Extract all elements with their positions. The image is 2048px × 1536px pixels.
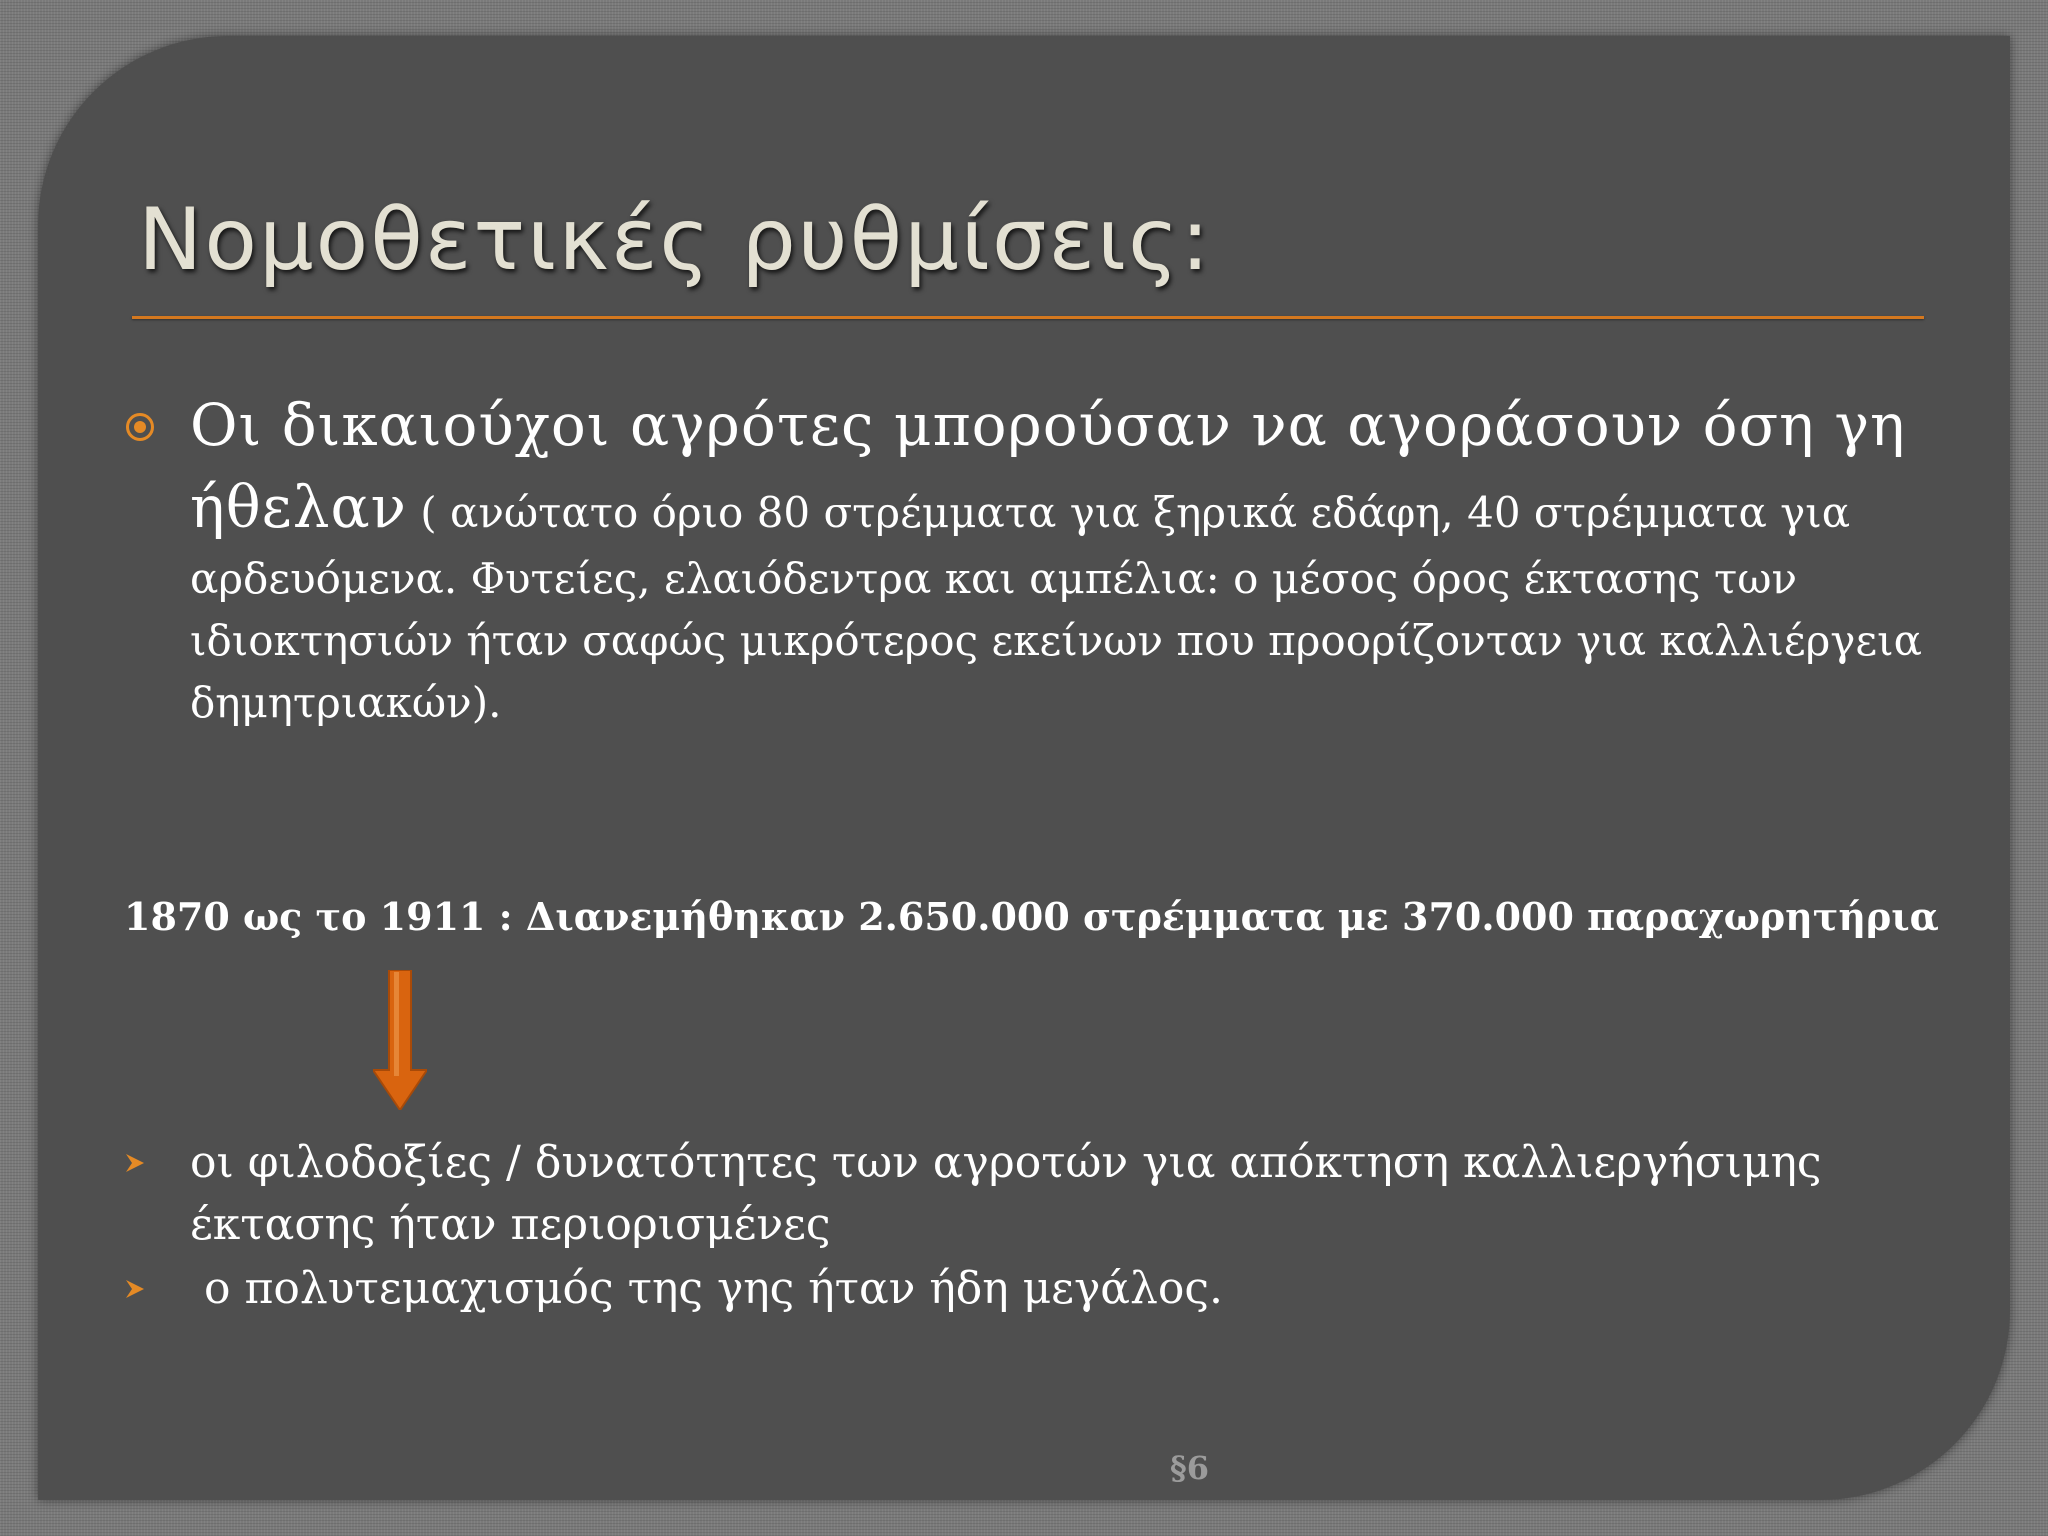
main-bullet-lead: Οι δικαιούχοι αγρότες μπορούσαν να αγοράσουν όση γη ήθελαν (190, 391, 1906, 541)
statistic-line: 1870 ως το 1911 : Διανεμήθηκαν 2.650.000 στρέμματα με 370.000 παραχωρητήρια (124, 894, 1939, 939)
target-circle-icon (126, 413, 154, 441)
main-bullet-text (190, 384, 1930, 734)
title-underline (132, 316, 1924, 319)
arrowhead-right-icon (124, 1152, 146, 1174)
main-bullet-detail: ( ανώτατο όριο 80 στρέμματα για ξηρικά εδάφη, 40 στρέμματα για αρδευόμενα. Φυτείες, ελαιόδεντρα και αμπέλια: ο μέσος όρος έκτασης των ιδιοκτησιών ήταν σαφώς μικρότερος εκείνων που προορίζονταν για καλλιέργεια δημητριακών). (190, 488, 1922, 727)
page-number: §6 (1170, 1449, 1209, 1487)
list-item-ambitions: οι φιλοδοξίες / δυνατότητες των αγροτών για απόκτηση καλλιεργήσιμης έκτασης ήταν περιορισμένες (190, 1137, 1822, 1250)
arrowhead-right-icon (124, 1278, 146, 1300)
slide-title: Νομοθετικές ρυθμίσεις: (138, 190, 1212, 290)
list-item-fragmentation: ο πολυτεμαχισμός της γης ήταν ήδη μεγάλος. (190, 1263, 1223, 1314)
down-arrow-icon (373, 970, 427, 1110)
